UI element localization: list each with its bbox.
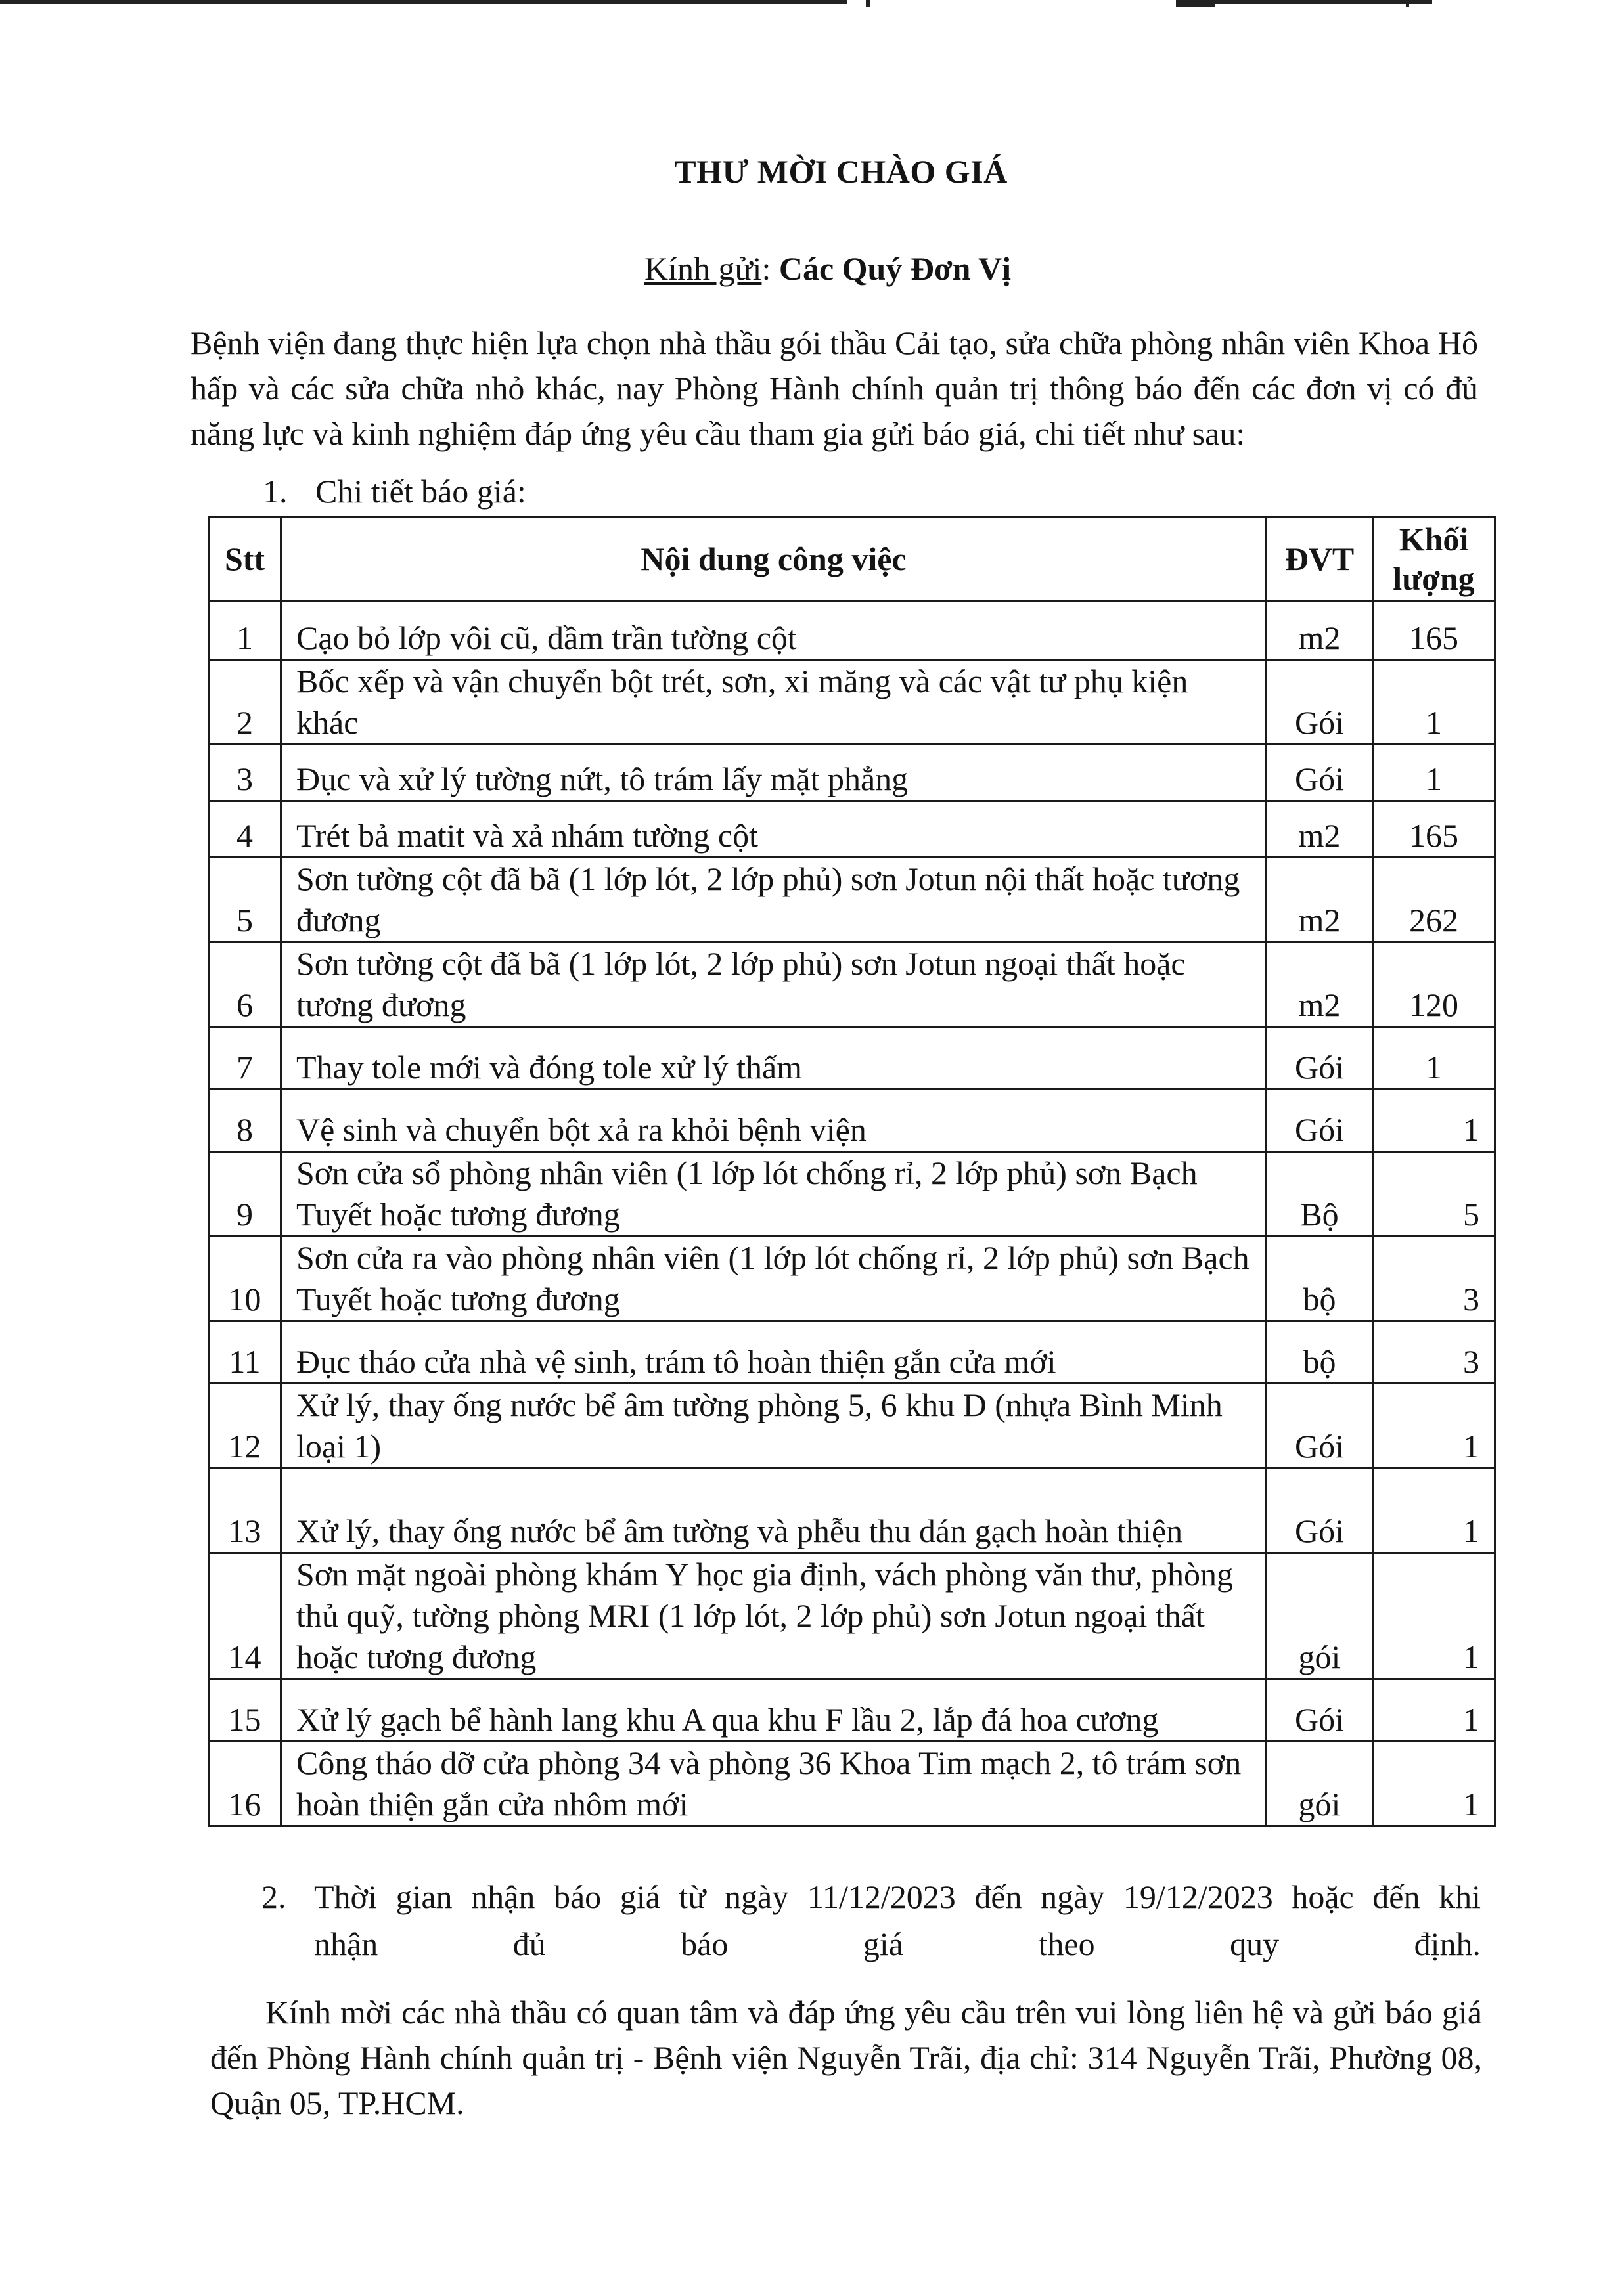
intro-paragraph: Bệnh viện đang thực hiện lựa chọn nhà thầu gói thầu Cải tạo, sửa chữa phòng nhân viên Khoa Hô hấp và các sửa chữa nhỏ khác, nay Phòng Hành chính quản trị thông báo đến các đơn vị có đủ năng lực và kinh nghiệm đáp ứng yêu cầu tham gia gửi báo giá, chi tiết như sau:: [191, 324, 1478, 452]
row-content: Đục tháo cửa nhà vệ sinh, trám tô hoàn thiện gắn cửa mới: [281, 1321, 1267, 1384]
row-content: Sơn tường cột đã bã (1 lớp lót, 2 lớp phủ) sơn Jotun ngoại thất hoặc tương đương: [281, 942, 1267, 1027]
row-stt: 7: [209, 1027, 281, 1090]
table-row: [209, 660, 1495, 745]
row-unit: Gói: [1267, 1384, 1373, 1468]
row-stt: 15: [209, 1679, 281, 1742]
table-row: [209, 942, 1495, 1027]
header-unit: ĐVT: [1267, 518, 1373, 601]
row-quantity: 262: [1373, 858, 1495, 942]
section-2-line1: Thời gian nhận báo giá từ ngày 11/12/2023 đến ngày 19/12/2023 hoặc đến khi: [314, 1878, 1481, 1915]
row-unit: Bộ: [1267, 1152, 1373, 1237]
row-unit: gói: [1267, 1553, 1373, 1679]
header-stt: Stt: [209, 518, 281, 601]
row-quantity: 1: [1373, 660, 1495, 745]
table-row: [209, 1742, 1495, 1826]
row-stt: 3: [209, 745, 281, 801]
table-row: [209, 1027, 1495, 1090]
row-quantity: 5: [1373, 1152, 1495, 1237]
table-row: [209, 1384, 1495, 1468]
document-title: THƯ MỜI CHÀO GIÁ: [674, 153, 1008, 190]
table-row: [209, 1237, 1495, 1321]
table-row: [209, 1679, 1495, 1742]
row-content: Sơn tường cột đã bã (1 lớp lót, 2 lớp phủ) sơn Jotun nội thất hoặc tương đương: [281, 858, 1267, 942]
row-quantity: 165: [1373, 801, 1495, 858]
row-content: Sơn cửa ra vào phòng nhân viên (1 lớp lót chống rỉ, 2 lớp phủ) sơn Bạch Tuyết hoặc tương đương: [281, 1237, 1267, 1321]
row-stt: 1: [209, 601, 281, 660]
row-unit: m2: [1267, 858, 1373, 942]
section-1-title: Chi tiết báo giá:: [315, 473, 526, 510]
salutation-separator: :: [761, 250, 771, 287]
row-quantity: 1: [1373, 1468, 1495, 1553]
quotation-table: [208, 516, 1496, 1827]
row-quantity: 3: [1373, 1237, 1495, 1321]
row-quantity: 1: [1373, 1384, 1495, 1468]
table-body: [209, 601, 1495, 1826]
row-quantity: 1: [1373, 1027, 1495, 1090]
row-stt: 11: [209, 1321, 281, 1384]
row-content: Công tháo dỡ cửa phòng 34 và phòng 36 Khoa Tim mạch 2, tô trám sơn hoàn thiện gắn cửa nhôm mới: [281, 1742, 1267, 1826]
row-content: Đục và xử lý tường nứt, tô trám lấy mặt phẳng: [281, 745, 1267, 801]
row-stt: 8: [209, 1090, 281, 1152]
row-stt: 5: [209, 858, 281, 942]
row-quantity: 1: [1373, 1679, 1495, 1742]
rule-segment: [0, 0, 847, 4]
row-content: Thay tole mới và đóng tole xử lý thấm: [281, 1027, 1267, 1090]
table-row: [209, 1152, 1495, 1237]
row-unit: gói: [1267, 1742, 1373, 1826]
table-row: [209, 858, 1495, 942]
row-quantity: 1: [1373, 1090, 1495, 1152]
table-row: [209, 1553, 1495, 1679]
rule-tick: [866, 0, 870, 7]
row-unit: Gói: [1267, 1027, 1373, 1090]
row-unit: bộ: [1267, 1321, 1373, 1384]
closing-text: Kính mời các nhà thầu có quan tâm và đáp ứng yêu cầu trên vui lòng liên hệ và gửi báo giá đến Phòng Hành chính quản trị - Bệnh viện Nguyễn Trãi, địa chỉ: 314 Nguyễn Trãi, Phường 08, Quận 05, TP.HCM.: [210, 1994, 1482, 2121]
row-stt: 12: [209, 1384, 281, 1468]
row-quantity: 165: [1373, 601, 1495, 660]
row-stt: 14: [209, 1553, 281, 1679]
row-unit: bộ: [1267, 1237, 1373, 1321]
row-unit: m2: [1267, 942, 1373, 1027]
row-stt: 13: [209, 1468, 281, 1553]
row-content: Cạo bỏ lớp vôi cũ, dầm trần tường cột: [281, 601, 1267, 660]
section-1-number: 1.: [263, 473, 288, 510]
table-row: [209, 745, 1495, 801]
section-2: [261, 1873, 1482, 1968]
salutation-label: Kính gửi: [644, 250, 762, 287]
table-row: [209, 601, 1495, 660]
row-content: Sơn cửa sổ phòng nhân viên (1 lớp lót chống rỉ, 2 lớp phủ) sơn Bạch Tuyết hoặc tương đương: [281, 1152, 1267, 1237]
row-stt: 10: [209, 1237, 281, 1321]
row-unit: Gói: [1267, 660, 1373, 745]
salutation-recipient: Các Quý Đơn Vị: [778, 250, 1012, 287]
row-unit: m2: [1267, 601, 1373, 660]
row-unit: Gói: [1267, 1468, 1373, 1553]
row-unit: Gói: [1267, 1679, 1373, 1742]
row-quantity: 3: [1373, 1321, 1495, 1384]
row-quantity: 120: [1373, 942, 1495, 1027]
row-content: Sơn mặt ngoài phòng khám Y học gia định, vách phòng văn thư, phòng thủ quỹ, tường phòng MRI (1 lớp lót, 2 lớp phủ) sơn Jotun ngoại thất hoặc tương đương: [281, 1553, 1267, 1679]
row-content: Xử lý gạch bể hành lang khu A qua khu F lầu 2, lắp đá hoa cương: [281, 1679, 1267, 1742]
header-quantity-line2: lượng: [1393, 560, 1475, 597]
rule-mark: [1176, 0, 1215, 7]
table-header-row: [209, 518, 1495, 601]
row-content: Xử lý, thay ống nước bể âm tường và phễu thu dán gạch hoàn thiện: [281, 1468, 1267, 1553]
section-2-number: 2.: [261, 1878, 286, 1915]
row-stt: 4: [209, 801, 281, 858]
row-content: Vệ sinh và chuyển bột xả ra khỏi bệnh viện: [281, 1090, 1267, 1152]
row-unit: Gói: [1267, 1090, 1373, 1152]
row-content: Bốc xếp và vận chuyển bột trét, sơn, xi măng và các vật tư phụ kiện khác: [281, 660, 1267, 745]
header-quantity-line1: Khối: [1399, 521, 1469, 558]
header-quantity: [1373, 518, 1495, 601]
row-content: Xử lý, thay ống nước bể âm tường phòng 5, 6 khu D (nhựa Bình Minh loại 1): [281, 1384, 1267, 1468]
row-quantity: 1: [1373, 1553, 1495, 1679]
row-unit: Gói: [1267, 745, 1373, 801]
row-stt: 16: [209, 1742, 281, 1826]
table-row: [209, 1468, 1495, 1553]
row-quantity: 1: [1373, 745, 1495, 801]
section-2-text: [314, 1873, 1481, 1968]
row-stt: 2: [209, 660, 281, 745]
closing-paragraph: [210, 1990, 1482, 2126]
rule-segment: [1215, 0, 1432, 4]
rule-tick: [1406, 0, 1409, 7]
section-1-heading: [263, 468, 526, 515]
table-row: [209, 801, 1495, 858]
table-row: [209, 1321, 1495, 1384]
table-row: [209, 1090, 1495, 1152]
top-edge-rule: [0, 0, 1599, 7]
row-unit: m2: [1267, 801, 1373, 858]
salutation: [0, 250, 1599, 288]
row-quantity: 1: [1373, 1742, 1495, 1826]
row-content: Trét bả matit và xả nhám tường cột: [281, 801, 1267, 858]
row-stt: 6: [209, 942, 281, 1027]
row-stt: 9: [209, 1152, 281, 1237]
section-2-line2: nhận đủ báo giá theo quy định.: [314, 1926, 1481, 1962]
header-content: Nội dung công việc: [281, 518, 1267, 601]
